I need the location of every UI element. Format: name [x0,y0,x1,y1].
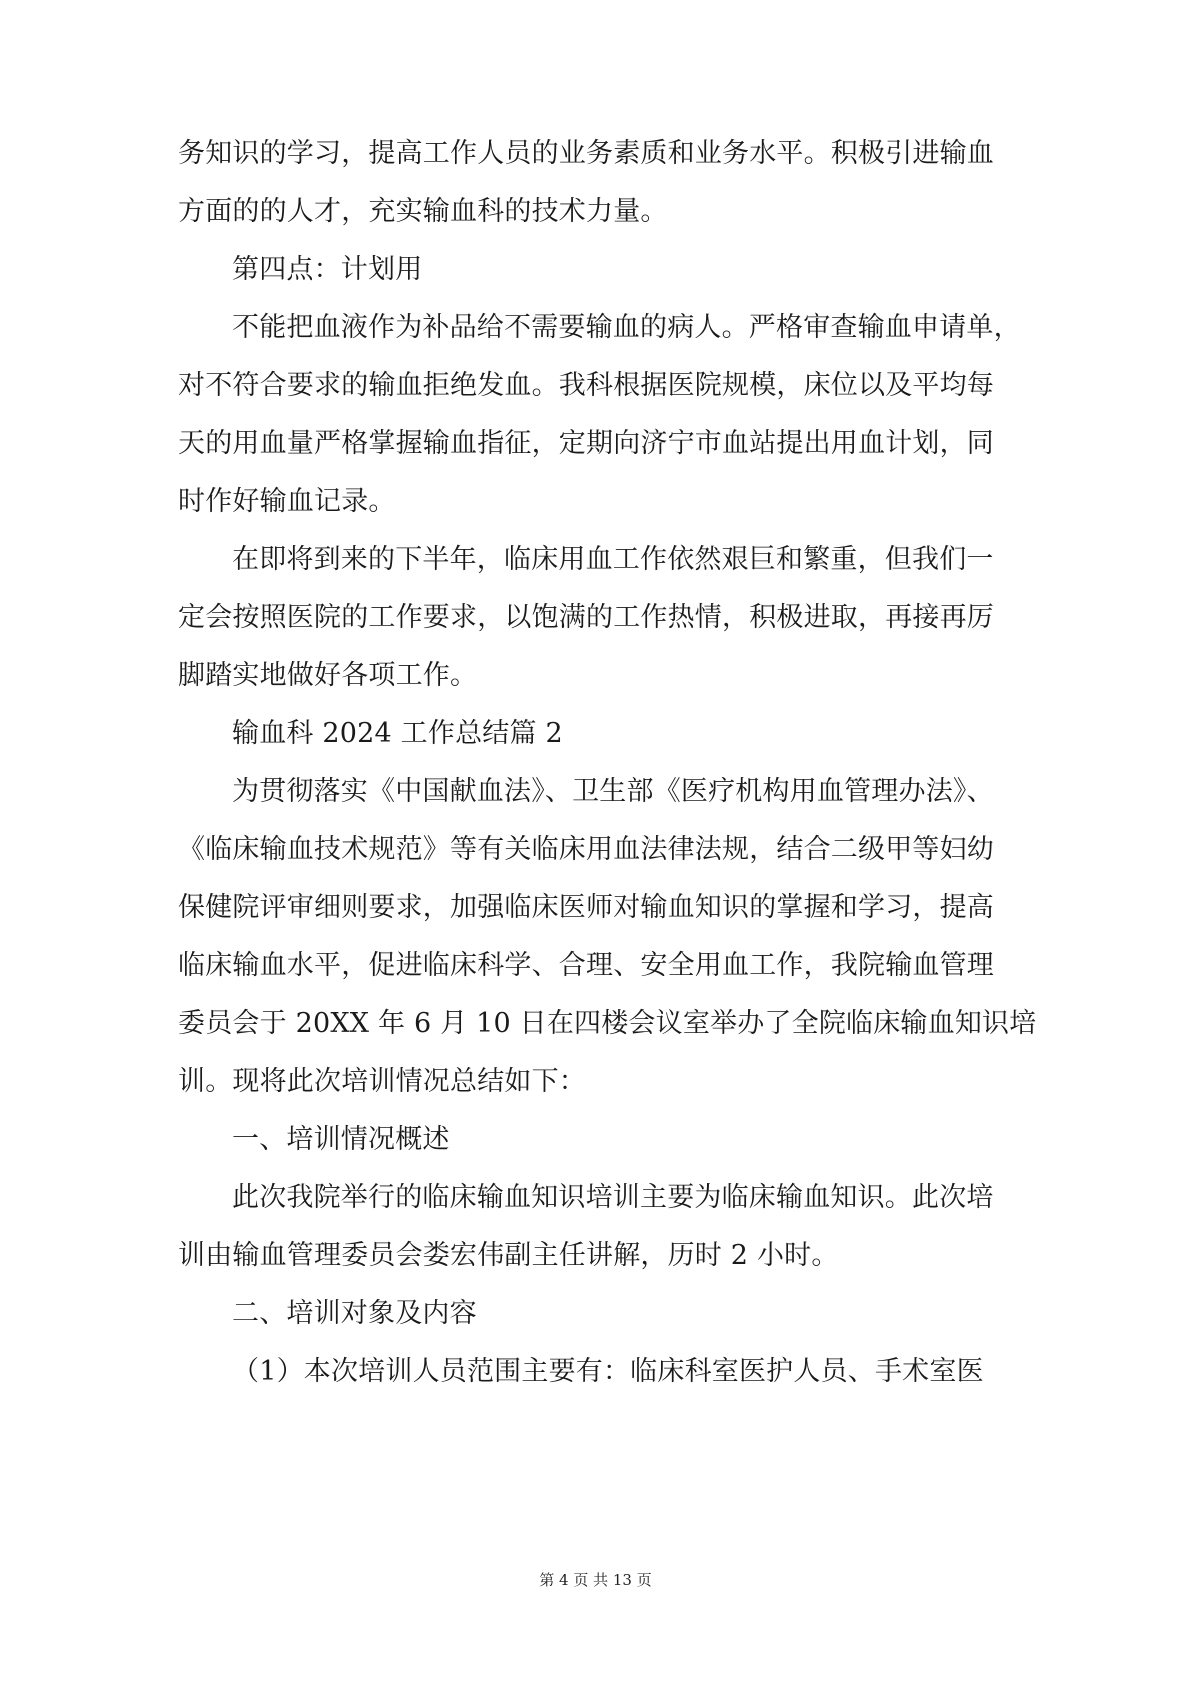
text-line: （1）本次培训人员范围主要有：临床科室医护人员、手术室医 [232,1356,984,1387]
text-line: 定会按照医院的工作要求，以饱满的工作热情，积极进取，再接再厉 [178,602,994,633]
text-line: 此次我院举行的临床输血知识培训主要为临床输血知识。此次培 [232,1182,994,1213]
text-line: 方面的的人才，充实输血科的技术力量。 [178,196,668,227]
text-line: 训由输血管理委员会娄宏伟副主任讲解，历时 2 小时。 [178,1240,839,1271]
article-title: 输血科 2024 工作总结篇 2 [232,718,563,749]
text-line: 训。现将此次培训情况总结如下： [178,1066,586,1097]
text-line: 为贯彻落实《中国献血法》、卫生部《医疗机构用血管理办法》、 [232,776,994,807]
text-line: 在即将到来的下半年，临床用血工作依然艰巨和繁重，但我们一 [232,544,994,575]
page-number-footer: 第 4 页 共 13 页 [539,1571,652,1589]
text-line: 务知识的学习，提高工作人员的业务素质和业务水平。积极引进输血 [178,138,994,169]
text-line: 《临床输血技术规范》等有关临床用血法律法规，结合二级甲等妇幼 [178,834,994,865]
text-line: 临床输血水平，促进临床科学、合理、安全用血工作，我院输血管理 [178,950,994,981]
section-heading: 二、培训对象及内容 [232,1298,477,1329]
section-heading: 第四点：计划用 [232,254,423,285]
text-line: 时作好输血记录。 [178,486,396,517]
text-line: 天的用血量严格掌握输血指征，定期向济宁市血站提出用血计划，同 [178,428,994,459]
text-line: 不能把血液作为补品给不需要输血的病人。严格审查输血申请单， [232,312,1021,343]
text-line: 对不符合要求的输血拒绝发血。我科根据医院规模，床位以及平均每 [178,370,994,401]
section-heading: 一、培训情况概述 [232,1124,450,1155]
text-line: 保健院评审细则要求，加强临床医师对输血知识的掌握和学习，提高 [178,892,994,923]
text-line: 脚踏实地做好各项工作。 [178,660,478,691]
text-line: 委员会于 20XX 年 6 月 10 日在四楼会议室举办了全院临床输血知识培 [178,1008,1037,1039]
